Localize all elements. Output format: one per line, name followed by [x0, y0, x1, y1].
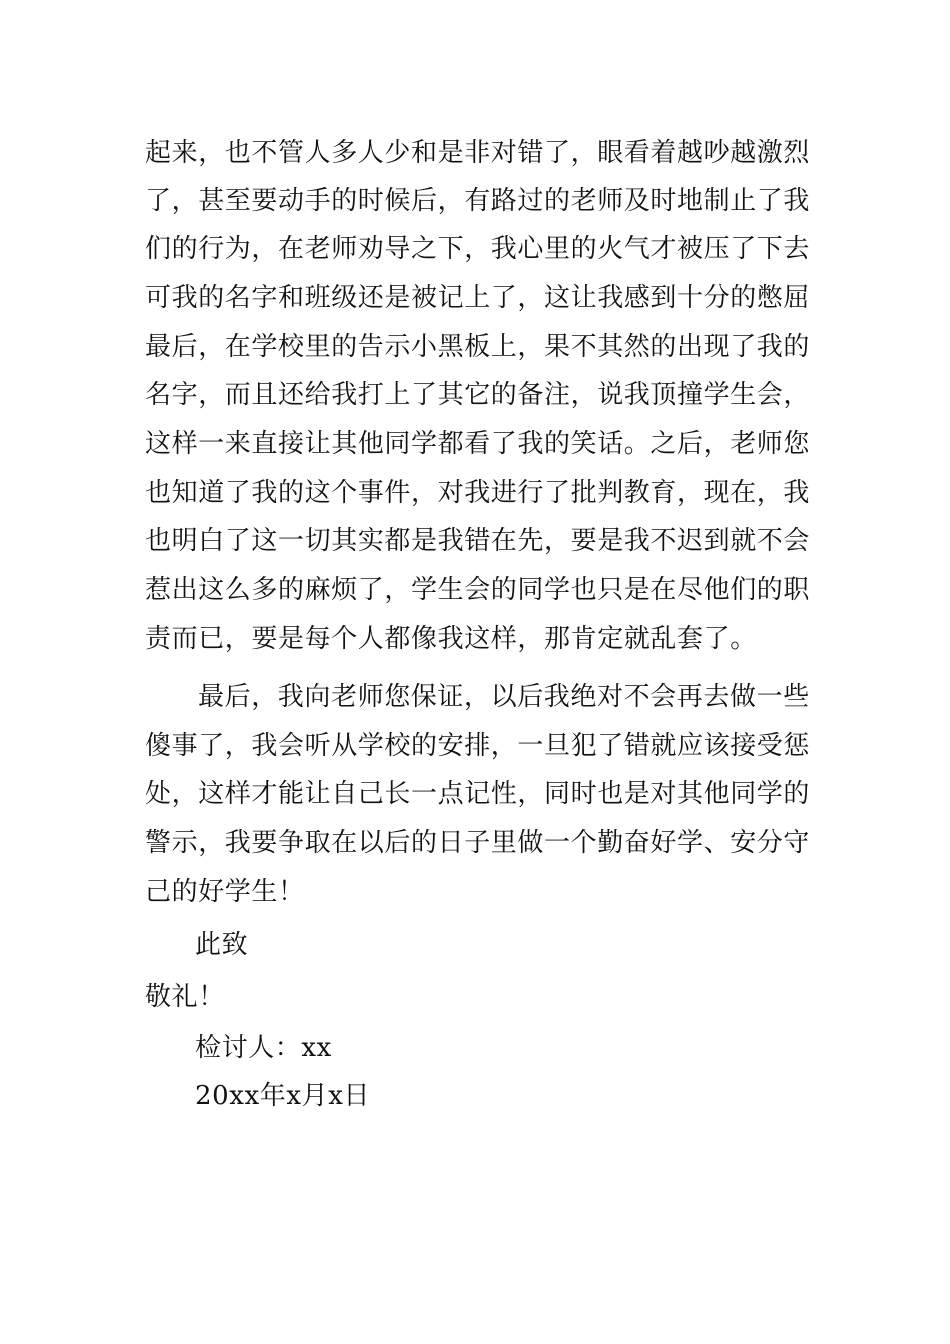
- body-line-10: 惹出这么多的麻烦了，学生会的同学也只是在尽他们的职: [145, 575, 811, 605]
- closing-greeting-1: 此致: [195, 930, 249, 960]
- body-line-4: 可我的名字和班级还是被记上了，这让我感到十分的憋屈: [145, 283, 811, 313]
- body-line-6: 名字，而且还给我打上了其它的备注，说我顶撞学生会，: [145, 380, 811, 410]
- body-line-7: 这样一来直接让其他同学都看了我的笑话。之后，老师您: [145, 429, 811, 459]
- signer-line: 检讨人：xx: [195, 1033, 332, 1063]
- final-paragraph-line-2: 傻事了，我会听从学校的安排，一旦犯了错就应该接受惩: [145, 731, 811, 761]
- body-line-2: 了，甚至要动手的时候后，有路过的老师及时地制止了我: [145, 186, 811, 216]
- body-line-8: 也知道了我的这个事件，对我进行了批判教育，现在，我: [145, 478, 811, 508]
- body-line-3: 们的行为，在老师劝导之下，我心里的火气才被压了下去: [145, 234, 811, 264]
- final-paragraph-line-4: 警示，我要争取在以后的日子里做一个勤奋好学、安分守: [145, 828, 811, 858]
- final-paragraph-line-1: 最后，我向老师您保证，以后我绝对不会再去做一些: [198, 682, 810, 712]
- body-line-5: 最后，在学校里的告示小黑板上，果不其然的出现了我的: [145, 332, 811, 362]
- closing-greeting-2: 敬礼！: [145, 982, 225, 1012]
- final-paragraph-line-5: 己的好学生！: [145, 877, 305, 907]
- final-paragraph-line-3: 处，这样才能让自己长一点记性，同时也是对其他同学的: [145, 779, 811, 809]
- body-line-9: 也明白了这一切其实都是我错在先，要是我不迟到就不会: [145, 526, 811, 556]
- date-line: 20xx年x月x日: [195, 1081, 371, 1111]
- body-line-11: 责而已，要是每个人都像我这样，那肯定就乱套了。: [145, 624, 757, 654]
- body-line-1: 起来，也不管人多人少和是非对错了，眼看着越吵越激烈: [145, 138, 811, 168]
